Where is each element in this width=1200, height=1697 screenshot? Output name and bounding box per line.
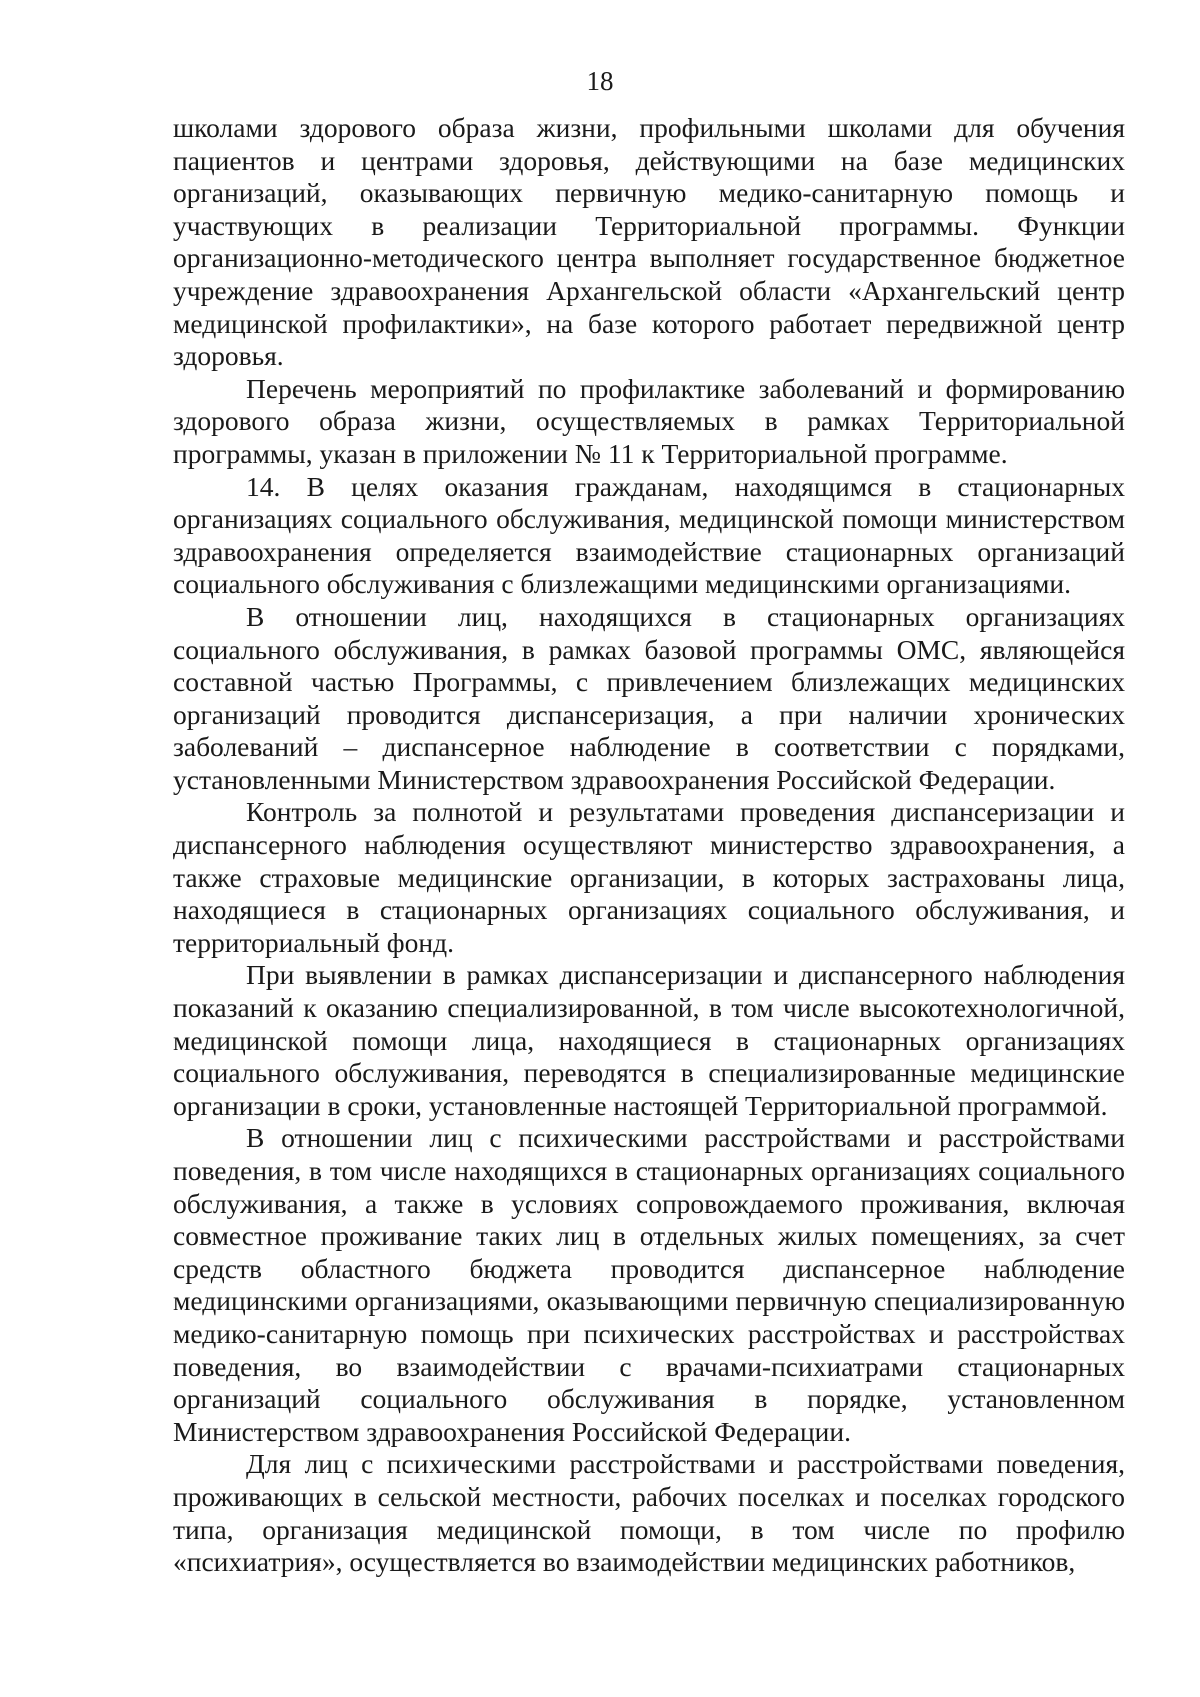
- paragraph-prevention-measures: Перечень мероприятий по профилактике заболеваний и формированию здорового образа жизни, осуществляемых в рамках Территориальной программы, указан в приложении № 11 к Территориальной программе.: [173, 372, 1125, 469]
- page-number: 18: [586, 66, 614, 96]
- paragraph-control: Контроль за полнотой и результатами проведения диспансеризации и диспансерного наблюдения осуществляют министерство здравоохранения, а также страховые медицинские организации, в которых застрахованы лица, находящиеся в стационарных организациях социального обслуживания, и территориальный фонд.: [173, 796, 1125, 958]
- paragraph-rural-residents: Для лиц с психическими расстройствами и расстройствами поведения, проживающих в сельской местности, рабочих поселках и поселках городского типа, организация медицинской помощи, в том числе по профилю «психиатрия», осуществляется во взаимодействии медицинских работников,: [173, 1448, 1125, 1578]
- document-body: [173, 112, 1125, 1579]
- paragraph-mental-disorders: В отношении лиц с психическими расстройствами и расстройствами поведения, в том числе находящихся в стационарных организациях социального обслуживания, а также в условиях сопровождаемого проживания, включая совместное проживание таких лиц в отдельных жилых помещениях, за счет средств областного бюджета проводится диспансерное наблюдение медицинскими организациями, оказывающими первичную специализированную медико-санитарную помощь при психических расстройствах и расстройствах поведения, во взаимодействии с врачами-психиатрами стационарных организаций социального обслуживания в порядке, установленном Министерством здравоохранения Российской Федерации.: [173, 1122, 1125, 1447]
- paragraph-health-schools: школами здорового образа жизни, профильными школами для обучения пациентов и центрами здоровья, действующими на базе медицинских организаций, оказывающих первичную медико-санитарную помощь и участвующих в реализации Территориальной программы. Функции организационно-методического центра выполняет государственное бюджетное учреждение здравоохранения Архангельской области «Архангельский центр медицинской профилактики», на базе которого работает передвижной центр здоровья.: [173, 112, 1125, 372]
- paragraph-item-14: 14. В целях оказания гражданам, находящимся в стационарных организациях социального обслуживания, медицинской помощи министерством здравоохранения определяется взаимодействие стационарных организаций социального обслуживания с близлежащими медицинскими организациями.: [173, 470, 1125, 600]
- paragraph-dispensary-examination: В отношении лиц, находящихся в стационарных организациях социального обслуживания, в рамках базовой программы ОМС, являющейся составной частью Программы, с привлечением близлежащих медицинских организаций проводится диспансеризация, а при наличии хронических заболеваний – диспансерное наблюдение в соответствии с порядками, установленными Министерством здравоохранения Российской Федерации.: [173, 600, 1125, 795]
- paragraph-specialized-care: При выявлении в рамках диспансеризации и диспансерного наблюдения показаний к оказанию специализированной, в том числе высокотехнологичной, медицинской помощи лица, находящиеся в стационарных организациях социального обслуживания, переводятся в специализированные медицинские организации в сроки, установленные настоящей Территориальной программой.: [173, 959, 1125, 1121]
